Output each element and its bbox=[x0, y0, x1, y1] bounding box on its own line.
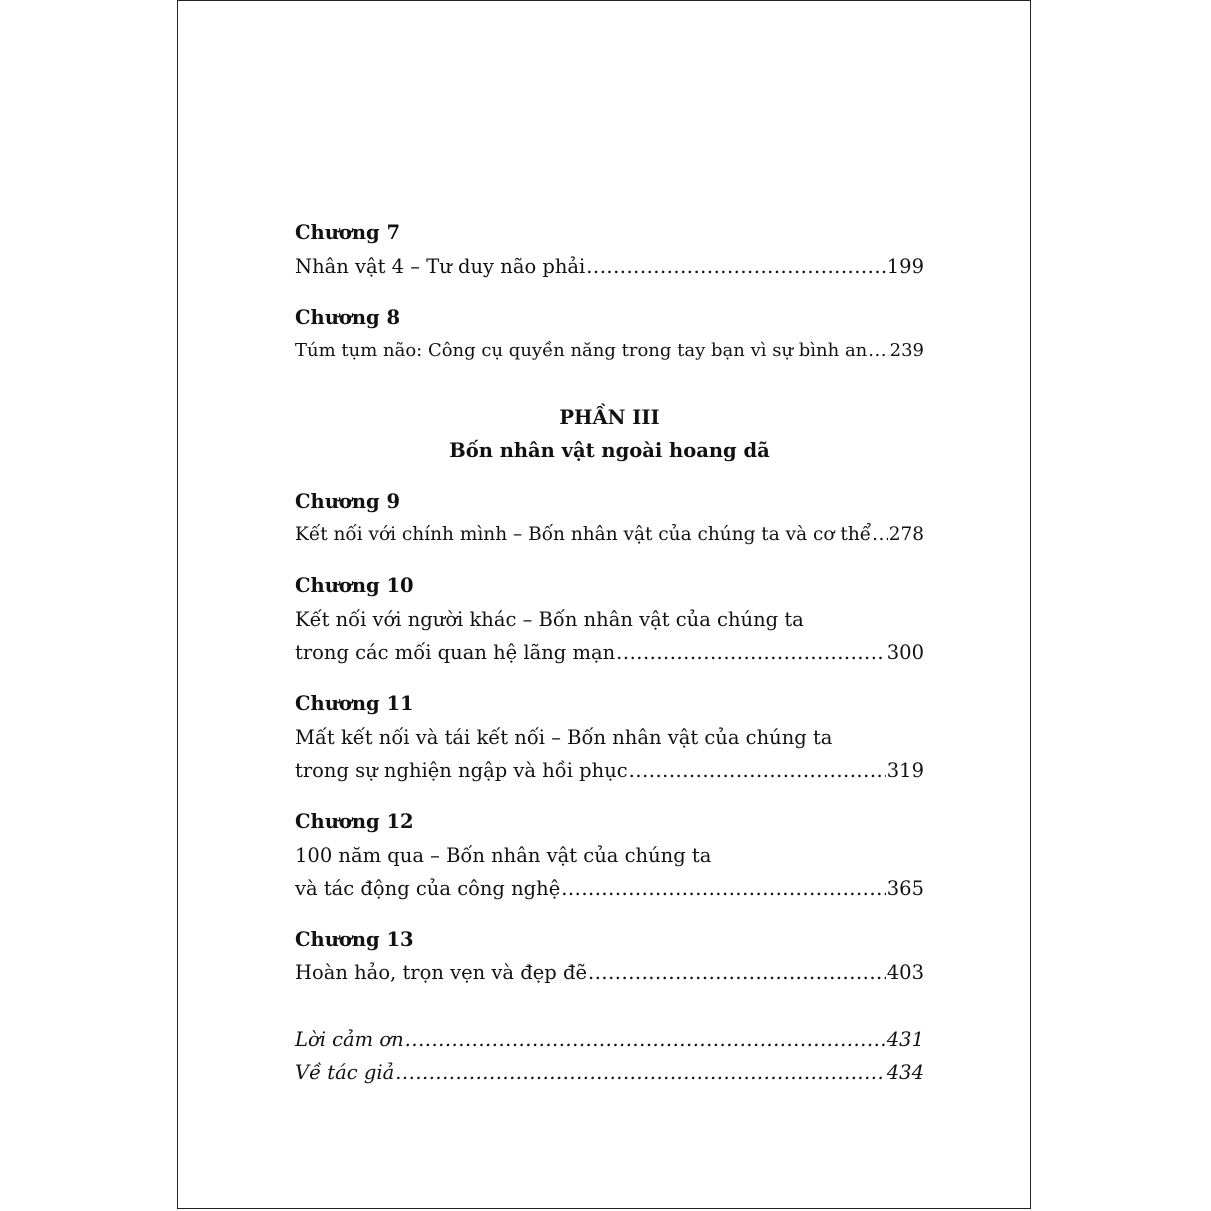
acknowledgements-entry bbox=[295, 1025, 924, 1055]
chapter-8-page: 239 bbox=[889, 340, 924, 361]
chapter-11-title-line-2: trong sự nghiện ngập và hồi phục bbox=[295, 759, 628, 782]
dot-leader bbox=[561, 874, 886, 904]
about-author-entry bbox=[295, 1058, 924, 1088]
part-3-label: PHẦN III bbox=[559, 406, 660, 429]
chapter-11-entry bbox=[295, 756, 924, 786]
dot-leader bbox=[616, 638, 886, 668]
chapter-10-entry bbox=[295, 638, 924, 668]
chapter-12-title-line-2: và tác động của công nghệ bbox=[295, 877, 561, 900]
chapter-9-title: Kết nối với chính mình – Bốn nhân vật của chúng ta và cơ thể bbox=[295, 524, 872, 545]
chapter-12-title-line-1: 100 năm qua – Bốn nhân vật của chúng ta bbox=[295, 844, 712, 867]
chapter-12-label: Chương 12 bbox=[295, 810, 414, 833]
chapter-12-page: 365 bbox=[886, 877, 924, 900]
part-3-title: Bốn nhân vật ngoài hoang dã bbox=[449, 439, 770, 462]
about-author-title: Về tác giả bbox=[295, 1061, 395, 1084]
chapter-7-title: Nhân vật 4 – Tư duy não phải bbox=[295, 255, 586, 278]
dot-leader bbox=[868, 336, 888, 366]
dot-leader bbox=[405, 1025, 886, 1055]
chapter-13-label: Chương 13 bbox=[295, 928, 414, 951]
chapter-7-page: 199 bbox=[886, 255, 924, 278]
acknowledgements-title: Lời cảm ơn bbox=[295, 1028, 404, 1051]
chapter-8-entry bbox=[295, 336, 924, 366]
chapter-10-title-line-2: trong các mối quan hệ lãng mạn bbox=[295, 641, 616, 664]
chapter-11-page: 319 bbox=[886, 759, 924, 782]
chapter-13-entry bbox=[295, 958, 924, 988]
chapter-7-entry bbox=[295, 252, 924, 282]
chapter-9-entry bbox=[295, 520, 924, 550]
dot-leader bbox=[872, 520, 888, 550]
chapter-10-title-line-1: Kết nối với người khác – Bốn nhân vật của chúng ta bbox=[295, 608, 804, 631]
chapter-13-page: 403 bbox=[886, 961, 924, 984]
chapter-8-label: Chương 8 bbox=[295, 306, 401, 329]
dot-leader bbox=[588, 958, 886, 988]
chapter-8-title: Túm tụm não: Công cụ quyền năng trong tay bạn vì sự bình an bbox=[295, 340, 868, 361]
chapter-12-entry bbox=[295, 874, 924, 904]
about-author-page: 434 bbox=[886, 1061, 924, 1084]
chapter-11-label: Chương 11 bbox=[295, 692, 414, 715]
chapter-7-label: Chương 7 bbox=[295, 221, 401, 244]
chapter-9-label: Chương 9 bbox=[295, 490, 401, 513]
chapter-9-page: 278 bbox=[888, 524, 924, 545]
dot-leader bbox=[586, 252, 885, 282]
chapter-13-title: Hoàn hảo, trọn vẹn và đẹp đẽ bbox=[295, 961, 587, 984]
chapter-11-title-line-1: Mất kết nối và tái kết nối – Bốn nhân vật của chúng ta bbox=[295, 726, 833, 749]
acknowledgements-page: 431 bbox=[886, 1028, 924, 1051]
dot-leader bbox=[629, 756, 886, 786]
chapter-10-page: 300 bbox=[886, 641, 924, 664]
chapter-10-label: Chương 10 bbox=[295, 574, 414, 597]
dot-leader bbox=[395, 1058, 886, 1088]
